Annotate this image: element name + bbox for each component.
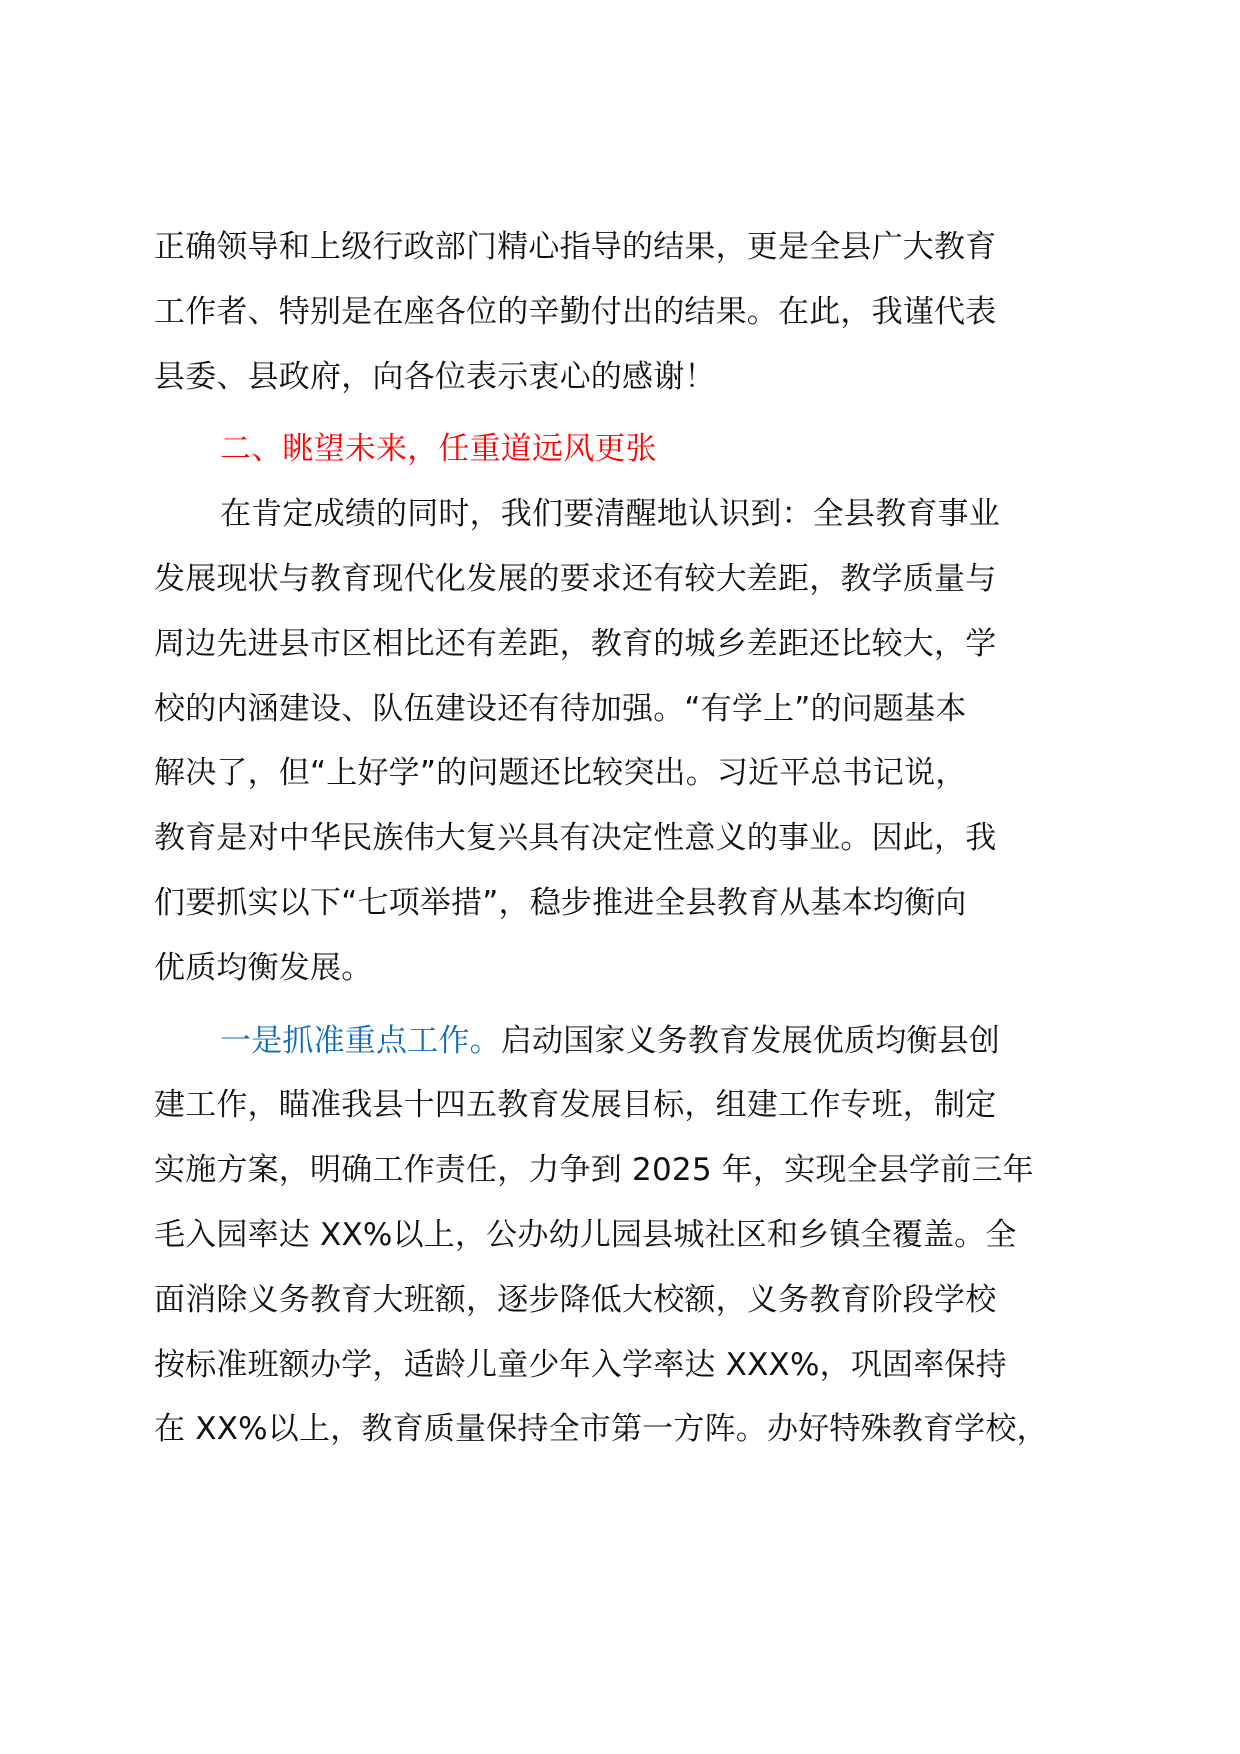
text-line: 优质均衡发展。 — [154, 949, 373, 986]
text-line: 校的内涵建设、队伍建设还有待加强。“有学上”的问题基本 — [154, 690, 967, 727]
text-line: 们要抓实以下“七项举措”，稳步推进全县教育从基本均衡向 — [154, 884, 967, 921]
text-line: 面消除义务教育大班额，逐步降低大校额，义务教育阶段学校 — [154, 1281, 997, 1318]
text-line: 正确领导和上级行政部门精心指导的结果，更是全县广大教育 — [154, 229, 997, 265]
text-line: 发展现状与教育现代化发展的要求还有较大差距，教学质量与 — [154, 560, 997, 597]
text-line: 毛入园率达 XX%以上，公办幼儿园县城社区和乡镇全覆盖。全 — [154, 1216, 1017, 1253]
intro-paragraph — [154, 215, 1114, 409]
text-line: 工作者、特别是在座各位的辛勤付出的结果。在此，我谨代表 — [154, 293, 997, 330]
measure-one-paragraph — [154, 1009, 1114, 1463]
text-line: 建工作，瞄准我县十四五教育发展目标，组建工作专班，制定 — [154, 1087, 997, 1124]
text-line: 按标准班额办学，适龄儿童少年入学率达 XXX%，巩固率保持 — [154, 1346, 1007, 1383]
text-line: 实施方案，明确工作责任，力争到 2025 年，实现全县学前三年 — [154, 1152, 1034, 1189]
section-heading: 二、眺望未来，任重道远风更张 — [220, 431, 657, 468]
text-line — [154, 1009, 1114, 1074]
text-line: 周边先进县市区相比还有差距，教育的城乡差距还比较大，学 — [154, 625, 997, 662]
outlook-paragraph — [154, 482, 1114, 1000]
text-line: 在 XX%以上，教育质量保持全市第一方阵。办好特殊教育学校， — [154, 1411, 1048, 1448]
text-line: 教育是对中华民族伟大复兴具有决定性意义的事业。因此，我 — [154, 820, 997, 857]
measure-lead-label: 一是抓准重点工作。 — [220, 1022, 501, 1059]
text-line: 县委、县政府，向各位表示衷心的感谢！ — [154, 358, 716, 395]
document-body — [154, 215, 1114, 1462]
measure-first-line-text: 启动国家义务教育发展优质均衡县创 — [500, 1022, 1001, 1059]
text-line: 解决了，但“上好学”的问题还比较突出。习近平总书记说， — [154, 755, 967, 792]
text-line: 在肯定成绩的同时，我们要清醒地认识到：全县教育事业 — [220, 496, 1000, 533]
